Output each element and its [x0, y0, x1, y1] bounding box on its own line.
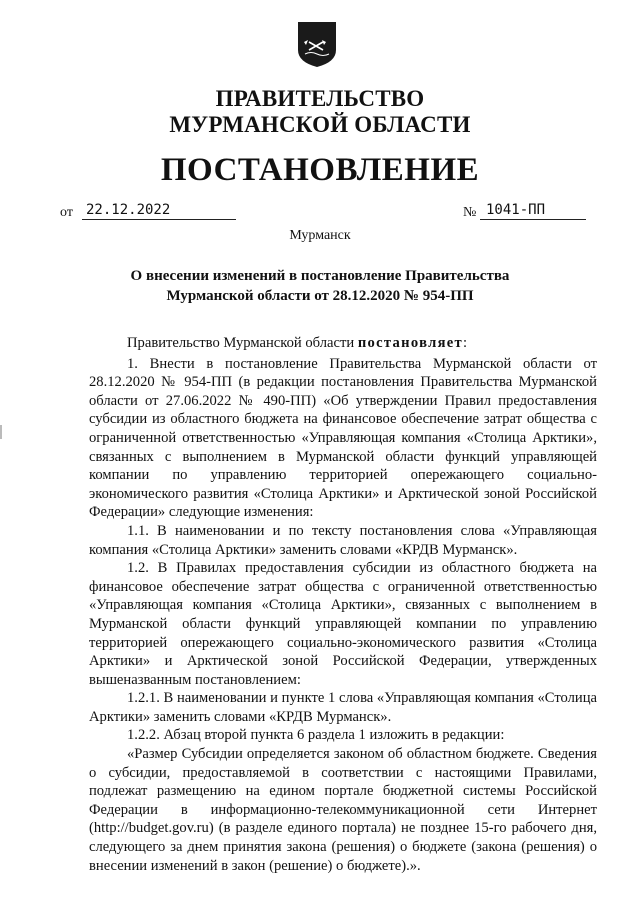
- date-number-row: [60, 202, 590, 224]
- paragraph-1-2: 1.2. В Правилах предоставления субсидии из областного бюджета на финансовое обеспечение затрат общества с ограниченной ответственностью «Управляющая компания «Столица Арктики», связанных с выполнением в Мурманской области функций управляющей компании по управлению территорией опережающего социально-экономического развития «Столица Арктики» и Арктической зоной Российской Федерации, утвержденных вышеназванным постановлением:: [89, 560, 597, 688]
- paragraph-1: 1. Внести в постановление Правительства Мурманской области от 28.12.2020 № 954-ПП (в редакции постановления Правительства Мурманской области от 27.06.2022 № 490-ПП) «Об утверждении Правил предоставления субсидии из областного бюджета на финансовое обеспечение затрат общества с ограниченной ответственностью «Управляющая компания «Столица Арктики», связанных с выполнением в Мурманской области функций управляющей компании по управлению территорией опережающего социально-экономического развития «Столица Арктики» и Арктической зоной Российской Федерации» следующие изменения:: [89, 355, 597, 521]
- government-title-line-1: ПРАВИТЕЛЬСТВО: [215, 86, 425, 111]
- paragraph-1-2-2: 1.2.2. Абзац второй пункта 6 раздела 1 изложить в редакции:: [127, 727, 505, 744]
- government-title: [0, 86, 640, 138]
- date-prefix: от: [60, 205, 73, 220]
- scan-margin-mark: [0, 425, 2, 439]
- document-date: 22.12.2022: [82, 202, 236, 220]
- preamble: [89, 334, 597, 353]
- paragraph-1-2-1: 1.2.1. В наименовании и пункте 1 слова «Управляющая компания «Столица Арктики» заменить словами «КРДВ Мурманск».: [89, 690, 597, 725]
- subject-line-1: О внесении изменений в постановление Правительства: [130, 268, 510, 284]
- quoted-paragraph: «Размер Субсидии определяется законом об областном бюджете. Сведения о субсидии, предоставляемой в соответствии с настоящими Правилами, подлежат размещению на едином портале бюджетной системы Российской Федерации в информационно-телекоммуникационной сети Интернет (http://budget.gov.ru) (в разделе единого портала) не позднее 15-го рабочего дня, следующего за днем принятия закона (решения) о бюджете (закона (решения) о внесении изменений в закон (решение) о бюджете).».: [89, 746, 597, 874]
- preamble-colon: :: [463, 335, 468, 351]
- document-subject: [80, 266, 560, 306]
- preamble-text: Правительство Мурманской области: [127, 335, 358, 351]
- document-body: [89, 334, 597, 875]
- preamble-verb: постановляет: [357, 335, 464, 351]
- paragraph-1-1: 1.1. В наименовании и по тексту постановления слова «Управляющая компания «Столица Арктики» заменить словами «КРДВ Мурманск».: [89, 522, 597, 558]
- city: Мурманск: [289, 228, 351, 243]
- subject-line-2: Мурманской области от 28.12.2020 № 954-ПП: [166, 288, 474, 304]
- government-title-line-2: МУРМАНСКОЙ ОБЛАСТИ: [169, 112, 471, 137]
- document-number: 1041-ПП: [480, 202, 586, 220]
- coat-of-arms-icon: [295, 20, 339, 68]
- number-prefix: №: [463, 205, 477, 220]
- document-type-title: ПОСТАНОВЛЕНИЕ: [160, 152, 480, 188]
